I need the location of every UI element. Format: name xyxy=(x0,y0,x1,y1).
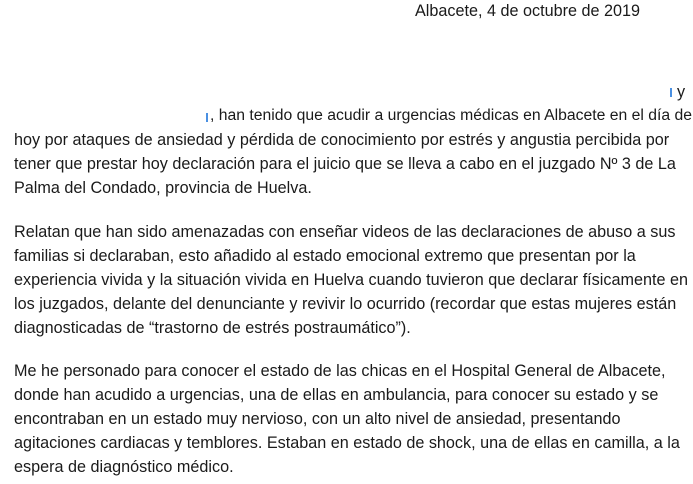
paragraph-2-line-3: experiencia vivida y la situación vivida en Huelva cuando tuvieron que declarar físicamente en xyxy=(14,271,688,289)
line-fragment: y xyxy=(677,83,686,101)
paragraph-3-line-1: Me he personado para conocer el estado de las chicas en el Hospital General de Albacete, xyxy=(14,362,666,380)
paragraph-1-line-3: tener que prestar hoy declaración para el juicio que se lleva a cabo en el juzgado Nº 3 de La xyxy=(14,155,676,173)
paragraph-3-line-2: donde han acudido a urgencias, una de ellas en ambulancia, para conocer su estado y se xyxy=(14,386,659,404)
paragraph-2-line-4: los juzgados, delante del denunciante y revivir lo ocurrido (recordar que estas mujeres están xyxy=(14,295,677,313)
paragraph-2-line-5: diagnosticadas de “trastorno de estrés postraumático”). xyxy=(14,319,411,337)
paragraph-3-line-4: agitaciones cardiacas y temblores. Estaban en estado de shock, una de ellas en camilla, a la xyxy=(14,434,680,452)
redaction-edge-mark xyxy=(206,113,208,122)
paragraph-2-line-1: Relatan que han sido amenazadas con enseñar videos de las declaraciones de abuso a sus xyxy=(14,223,676,241)
paragraph-3-line-3: encontraban en un estado muy nervioso, con un alto nivel de ansiedad, presentando xyxy=(14,410,621,428)
paragraph-3-line-5: espera de diagnóstico médico. xyxy=(14,458,234,476)
paragraph-1-line-4: Palma del Condado, provincia de Huelva. xyxy=(14,179,312,197)
redaction-edge-mark xyxy=(670,88,672,97)
paragraph-1-line-2: hoy por ataques de ansiedad y pérdida de conocimiento por estrés y angustia percibida por xyxy=(14,131,670,149)
paragraph-1-line-1: , han tenido que acudir a urgencias médicas en Albacete en el día de xyxy=(210,107,692,124)
letter-date: Albacete, 4 de octubre de 2019 xyxy=(415,2,640,20)
paragraph-2-line-2: familias si declaraban, esto añadido al estado emocional extremo que presentan por la xyxy=(14,247,636,265)
